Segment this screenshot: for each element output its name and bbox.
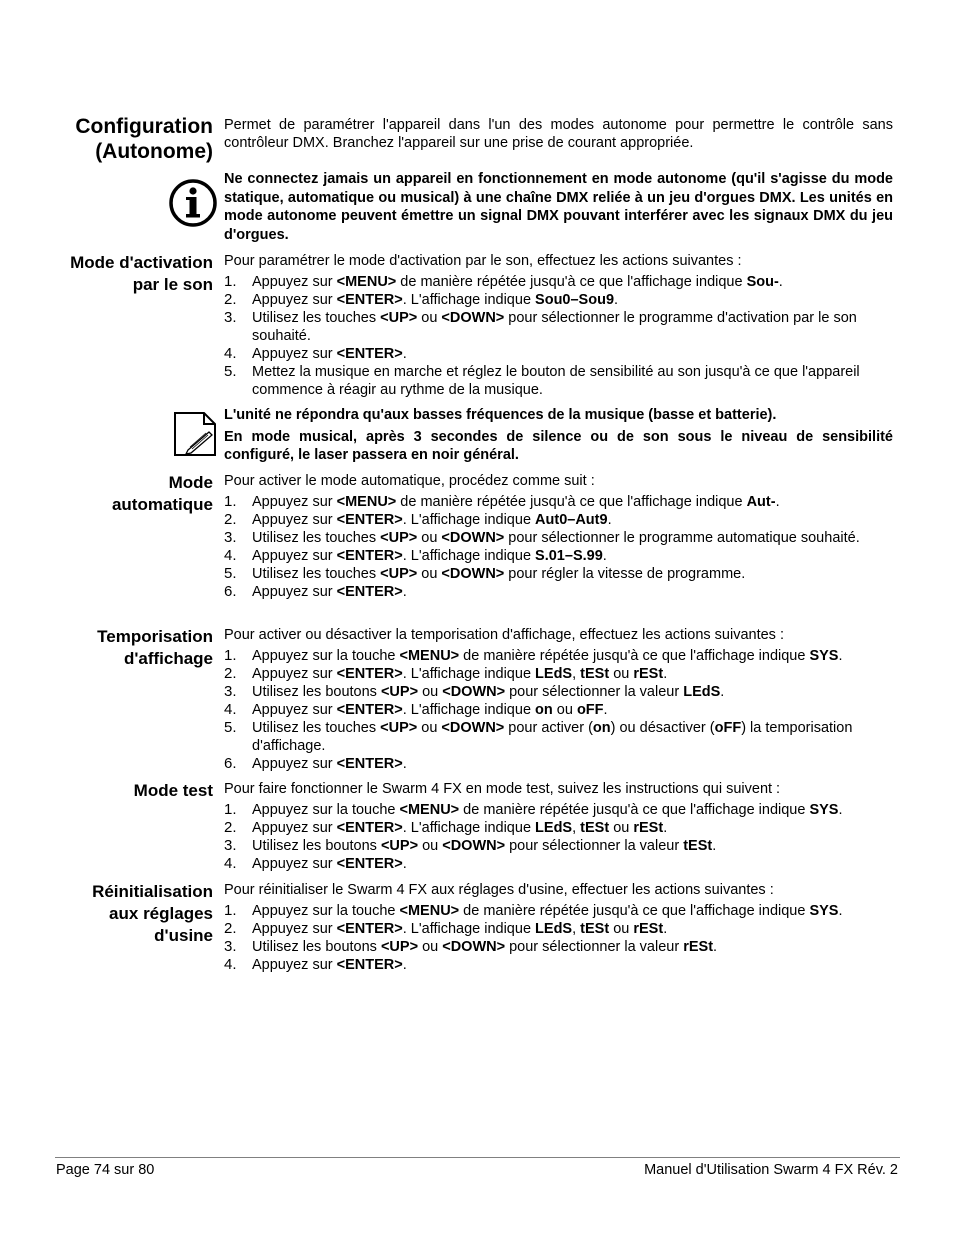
step-number: 3. — [224, 938, 237, 955]
step-item — [224, 583, 893, 601]
step-keyword: <MENU> — [336, 494, 397, 510]
heading-line: Réinitialisation — [92, 882, 213, 901]
step-keyword: <ENTER> — [336, 666, 403, 682]
step-text: ou — [418, 939, 443, 955]
test-block — [224, 780, 893, 873]
step-text: Appuyez sur — [252, 292, 337, 308]
step-text: Appuyez sur la touche — [252, 802, 400, 818]
step-keyword: <DOWN> — [441, 310, 505, 326]
step-text: pour régler la vitesse de programme. — [504, 566, 746, 582]
step-text: de manière répétée jusqu'à ce que l'affichage indique — [459, 648, 810, 664]
step-text: . — [614, 292, 619, 308]
step-item — [224, 565, 893, 583]
step-keyword: rESt — [633, 921, 664, 937]
step-text: ou — [418, 838, 443, 854]
step-item — [224, 755, 893, 773]
step-text: ou — [418, 684, 443, 700]
step-number: 1. — [224, 647, 237, 664]
heading-line: Mode — [168, 473, 213, 492]
step-text: . — [775, 494, 780, 510]
step-text: Appuyez sur — [252, 957, 337, 973]
step-item — [224, 547, 893, 565]
step-number: 3. — [224, 529, 237, 546]
step-keyword: tESt — [580, 666, 610, 682]
step-text: . L'affichage indique — [402, 292, 536, 308]
step-item — [224, 719, 893, 755]
sound-intro: Pour paramétrer le mode d'activation par le son, effectuez les actions suivantes : — [224, 253, 742, 269]
step-text: , — [572, 921, 581, 937]
test-intro: Pour faire fonctionner le Swarm 4 FX en mode test, suivez les instructions qui suivent : — [224, 781, 781, 797]
heading-line: d'usine — [154, 926, 213, 945]
step-number: 6. — [224, 755, 237, 772]
step-keyword: LEdS — [535, 666, 573, 682]
step-keyword: Sou0–Sou9 — [535, 292, 615, 308]
step-text: . — [402, 346, 407, 362]
step-number: 5. — [224, 565, 237, 582]
step-item — [224, 345, 893, 363]
step-item — [224, 801, 893, 819]
step-item — [224, 920, 893, 938]
heading-factory-reset — [92, 881, 213, 947]
step-text: . — [778, 274, 783, 290]
step-text: de manière répétée jusqu'à ce que l'affichage indique — [459, 802, 810, 818]
sound-steps — [224, 273, 893, 399]
step-text: Appuyez sur — [252, 494, 337, 510]
step-keyword: <UP> — [380, 684, 419, 700]
step-keyword: <UP> — [380, 939, 419, 955]
step-text: . — [838, 802, 843, 818]
step-number: 3. — [224, 683, 237, 700]
step-keyword: rESt — [633, 820, 664, 836]
step-number: 1. — [224, 801, 237, 818]
auto-intro: Pour activer le mode automatique, procédez comme suit : — [224, 473, 595, 489]
timer-steps — [224, 647, 893, 773]
heading-line: Configuration — [75, 115, 213, 138]
auto-steps — [224, 493, 893, 601]
step-text: de manière répétée jusqu'à ce que l'affichage indique — [459, 903, 810, 919]
step-text: ou — [609, 921, 634, 937]
step-number: 6. — [224, 583, 237, 600]
step-keyword: tESt — [683, 838, 713, 854]
step-keyword: Sou- — [746, 274, 779, 290]
heading-line: Temporisation — [97, 627, 213, 646]
step-text: . — [602, 548, 607, 564]
step-text: . — [603, 702, 608, 718]
step-text: pour activer ( — [504, 720, 593, 736]
step-keyword: SYS — [809, 903, 839, 919]
step-item — [224, 956, 893, 974]
step-item — [224, 683, 893, 701]
step-keyword: <DOWN> — [442, 684, 506, 700]
step-keyword: <DOWN> — [442, 838, 506, 854]
step-text: ou — [417, 530, 442, 546]
heading-auto-mode — [112, 472, 213, 516]
step-text: . L'affichage indique — [402, 921, 536, 937]
heading-line: d'affichage — [123, 649, 213, 668]
step-keyword: <ENTER> — [336, 346, 403, 362]
step-text: ) ou désactiver ( — [610, 720, 715, 736]
step-keyword: <ENTER> — [336, 292, 403, 308]
step-keyword: <ENTER> — [336, 820, 403, 836]
step-keyword: oFF — [714, 720, 742, 736]
step-item — [224, 701, 893, 719]
step-text: Utilisez les touches — [252, 530, 381, 546]
step-text: Utilisez les touches — [252, 566, 381, 582]
heading-line: Mode test — [133, 781, 213, 800]
test-steps — [224, 801, 893, 873]
step-number: 3. — [224, 309, 237, 326]
step-item — [224, 837, 893, 855]
step-item — [224, 665, 893, 683]
step-text: . L'affichage indique — [402, 666, 536, 682]
step-item — [224, 511, 893, 529]
step-text: , — [572, 820, 581, 836]
step-text: . — [838, 648, 843, 664]
step-keyword: <UP> — [380, 720, 418, 736]
step-text: ou — [552, 702, 577, 718]
step-keyword: tESt — [580, 921, 610, 937]
step-item — [224, 819, 893, 837]
step-text: de manière répétée jusqu'à ce que l'affichage indique — [396, 274, 747, 290]
heading-line: aux réglages — [109, 904, 213, 923]
config-intro-block — [224, 116, 893, 152]
step-keyword: SYS — [809, 648, 839, 664]
step-keyword: <MENU> — [399, 802, 460, 818]
step-text: . — [713, 939, 718, 955]
step-text: ou — [417, 566, 442, 582]
note-line-1: L'unité ne répondra qu'aux basses fréquences de la musique (basse et batterie). — [224, 407, 777, 423]
heading-line: automatique — [111, 495, 213, 514]
step-keyword: rESt — [683, 939, 714, 955]
step-text: . — [402, 584, 407, 600]
sound-block — [224, 252, 893, 399]
step-text: Appuyez sur — [252, 346, 337, 362]
step-number: 4. — [224, 345, 237, 362]
heading-line: (Autonome) — [95, 140, 213, 163]
reset-intro: Pour réinitialiser le Swarm 4 FX aux réglages d'usine, effectuer les actions suivantes : — [224, 882, 774, 898]
step-keyword: LEdS — [535, 820, 573, 836]
step-number: 2. — [224, 819, 237, 836]
step-text: Appuyez sur — [252, 921, 337, 937]
step-text: . L'affichage indique — [402, 548, 536, 564]
note-icon — [172, 410, 218, 463]
step-text: Appuyez sur — [252, 584, 337, 600]
timer-block — [224, 626, 893, 773]
step-keyword: SYS — [809, 802, 839, 818]
heading-line: par le son — [132, 275, 213, 294]
heading-display-timer — [97, 626, 213, 670]
step-text: . — [402, 856, 407, 872]
step-keyword: <ENTER> — [336, 584, 403, 600]
step-item — [224, 493, 893, 511]
step-text: . — [663, 666, 668, 682]
footer-page-number: Page 74 sur 80 — [56, 1162, 155, 1178]
step-item — [224, 938, 893, 956]
step-text: . — [402, 756, 407, 772]
step-text: ou — [417, 310, 442, 326]
step-text: , — [572, 666, 581, 682]
step-number: 2. — [224, 511, 237, 528]
timer-intro: Pour activer ou désactiver la temporisation d'affichage, effectuez les actions suivantes : — [224, 627, 784, 643]
step-keyword: S.01–S.99 — [535, 548, 603, 564]
step-keyword: rESt — [633, 666, 664, 682]
step-number: 4. — [224, 547, 237, 564]
footer-document-title: Manuel d'Utilisation Swarm 4 FX Rév. 2 — [644, 1162, 898, 1178]
step-item — [224, 273, 893, 291]
step-text: Utilisez les touches — [252, 310, 381, 326]
step-text: Appuyez sur — [252, 756, 337, 772]
step-text: Appuyez sur la touche — [252, 648, 400, 664]
step-item — [224, 363, 893, 399]
step-item — [224, 902, 893, 920]
step-item — [224, 647, 893, 665]
step-keyword: tESt — [580, 820, 610, 836]
step-keyword: <UP> — [380, 310, 418, 326]
step-keyword: <DOWN> — [441, 530, 505, 546]
config-intro: Permet de paramétrer l'appareil dans l'un des modes autonome pour permettre le contrôle sans contrôleur DMX. Branchez l'appareil sur une prise de courant appropriée. — [224, 117, 893, 151]
step-text: Appuyez sur — [252, 820, 337, 836]
reset-steps — [224, 902, 893, 974]
step-keyword: <MENU> — [399, 648, 460, 664]
step-number: 1. — [224, 273, 237, 290]
step-text: Utilisez les boutons — [252, 684, 381, 700]
step-text: Appuyez sur — [252, 702, 337, 718]
warning-text: Ne connectez jamais un appareil en fonctionnement en mode autonome (qu'il s'agisse du mode statique, automatique ou musical) à une chaîne DMX reliée à un jeu d'orgues DMX. Les unités en mode autonome peuvent émettre un signal DMX pouvant interférer avec les signaux DMX du jeu d'orgues. — [224, 171, 893, 243]
step-text: . — [720, 684, 725, 700]
step-text: ou — [609, 820, 634, 836]
step-item — [224, 309, 893, 345]
step-text: pour sélectionner la valeur — [505, 684, 684, 700]
step-text: . — [712, 838, 717, 854]
step-text: ou — [609, 666, 634, 682]
step-text: ) la temporisation d'affichage. — [252, 720, 853, 754]
step-text: Utilisez les boutons — [252, 838, 381, 854]
step-keyword: <UP> — [380, 530, 418, 546]
heading-line: Mode d'activation — [70, 253, 213, 272]
step-text: Mettez la musique en marche et réglez le bouton de sensibilité au son jusqu'à ce que l'appareil commence à réagir au rythme de la musique. — [252, 364, 860, 398]
step-item — [224, 529, 893, 547]
step-text: pour sélectionner le programme d'activation par le son souhaité. — [252, 310, 857, 344]
step-text: Appuyez sur — [252, 274, 337, 290]
step-keyword: <ENTER> — [336, 702, 403, 718]
step-number: 2. — [224, 665, 237, 682]
step-text: de manière répétée jusqu'à ce que l'affichage indique — [396, 494, 747, 510]
step-keyword: <MENU> — [399, 903, 460, 919]
step-text: . — [402, 957, 407, 973]
step-keyword: <ENTER> — [336, 756, 403, 772]
step-keyword: <ENTER> — [336, 921, 403, 937]
step-text: Appuyez sur — [252, 666, 337, 682]
step-text: ou — [417, 720, 442, 736]
step-keyword: Aut- — [746, 494, 776, 510]
heading-configuration — [75, 114, 213, 164]
heading-sound-mode — [70, 252, 213, 296]
step-text: . L'affichage indique — [402, 512, 536, 528]
step-text: Utilisez les boutons — [252, 939, 381, 955]
step-text: Utilisez les touches — [252, 720, 381, 736]
step-keyword: on — [535, 702, 553, 718]
info-icon — [168, 178, 218, 233]
step-keyword: <UP> — [380, 838, 419, 854]
note-block — [224, 406, 893, 465]
step-text: pour sélectionner le programme automatique souhaité. — [504, 530, 860, 546]
step-text: . — [838, 903, 843, 919]
step-text: Appuyez sur la touche — [252, 903, 400, 919]
step-text: Appuyez sur — [252, 856, 337, 872]
step-keyword: <ENTER> — [336, 512, 403, 528]
step-number: 3. — [224, 837, 237, 854]
step-keyword: <UP> — [380, 566, 418, 582]
step-text: . L'affichage indique — [402, 820, 536, 836]
step-number: 2. — [224, 291, 237, 308]
step-keyword: <DOWN> — [441, 720, 505, 736]
step-text: Appuyez sur — [252, 548, 337, 564]
step-keyword: <DOWN> — [442, 939, 506, 955]
note-line-2: En mode musical, après 3 secondes de silence ou de son sous le niveau de sensibilité configuré, le laser passera en noir général. — [224, 428, 893, 463]
step-keyword: LEdS — [683, 684, 721, 700]
step-text: pour sélectionner la valeur — [505, 939, 684, 955]
step-keyword: <ENTER> — [336, 957, 403, 973]
step-keyword: <ENTER> — [336, 548, 403, 564]
step-number: 2. — [224, 920, 237, 937]
step-text: pour sélectionner la valeur — [505, 838, 684, 854]
step-keyword: on — [592, 720, 611, 736]
step-keyword: <MENU> — [336, 274, 397, 290]
step-number: 1. — [224, 902, 237, 919]
step-keyword: <DOWN> — [441, 566, 505, 582]
step-text: . L'affichage indique — [402, 702, 536, 718]
step-keyword: LEdS — [535, 921, 573, 937]
step-keyword: Aut0–Aut9 — [535, 512, 608, 528]
step-number: 4. — [224, 701, 237, 718]
step-text: . — [663, 921, 668, 937]
step-number: 5. — [224, 719, 237, 736]
step-item — [224, 855, 893, 873]
step-text: . — [607, 512, 612, 528]
step-number: 1. — [224, 493, 237, 510]
footer-rule — [55, 1157, 900, 1158]
reset-block — [224, 881, 893, 974]
step-number: 5. — [224, 363, 237, 380]
step-number: 4. — [224, 855, 237, 872]
step-keyword: oFF — [576, 702, 604, 718]
step-keyword: <ENTER> — [336, 856, 403, 872]
auto-block — [224, 472, 893, 601]
step-text: Appuyez sur — [252, 512, 337, 528]
step-item — [224, 291, 893, 309]
step-number: 4. — [224, 956, 237, 973]
heading-test-mode — [134, 780, 213, 802]
step-text: . — [663, 820, 668, 836]
